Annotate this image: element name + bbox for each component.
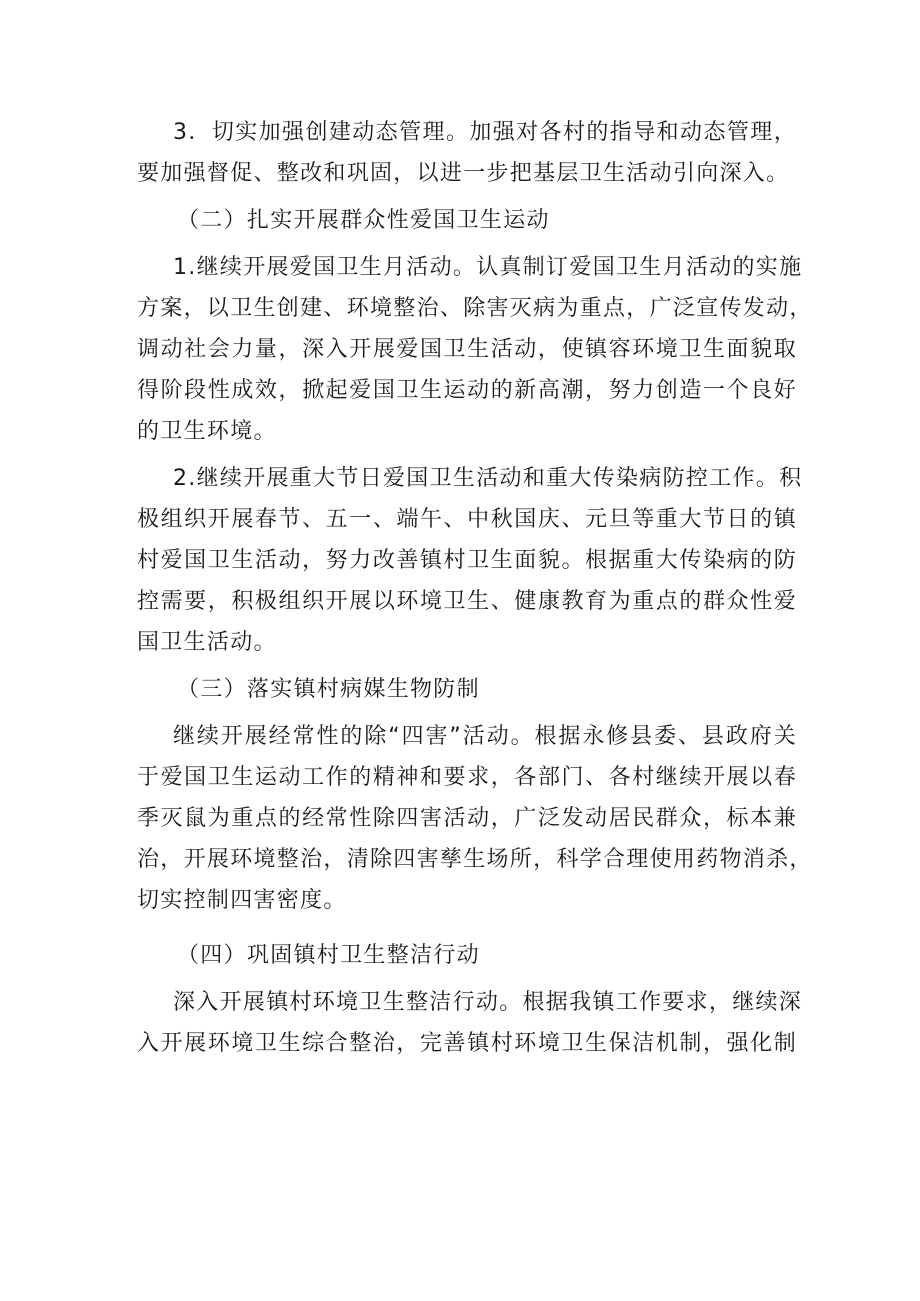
text-line: 治，开展环境整治，清除四害孳生场所，科学合理使用药物消杀， xyxy=(137,847,813,872)
paragraph-4-1 xyxy=(137,982,803,1064)
text-line: 入开展环境卫生综合整治，完善镇村环境卫生保洁机制，强化制 xyxy=(137,1031,797,1056)
text-line: 切实控制四害密度。 xyxy=(137,888,347,913)
text-line: 季灭鼠为重点的经常性除四害活动，广泛发动居民群众，标本兼 xyxy=(137,806,797,831)
text-line: 的卫生环境。 xyxy=(137,419,277,444)
text-line: 2.继续开展重大节日爱国卫生活动和重大传染病防控工作。积 xyxy=(173,466,803,491)
text-line: 得阶段性成效，掀起爱国卫生运动的新高潮，努力创造一个良好 xyxy=(137,378,797,403)
paragraph-2-2 xyxy=(137,458,803,663)
text-line: 于爱国卫生运动工作的精神和要求，各部门、各村继续开展以春 xyxy=(137,765,797,790)
text-line: 村爱国卫生活动，努力改善镇村卫生面貌。根据重大传染病的防 xyxy=(137,548,797,573)
text-line: 3．切实加强创建动态管理。加强对各村的指导和动态管理， xyxy=(173,120,797,145)
text-line: 1.继续开展爱国卫生月活动。认真制订爱国卫生月活动的实施 xyxy=(173,255,803,280)
text-line: 极组织开展春节、五一、端午、中秋国庆、元旦等重大节日的镇 xyxy=(137,507,797,532)
text-line: 控需要，积极组织开展以环境卫生、健康教育为重点的群众性爱 xyxy=(137,589,797,614)
section-heading-2: （二）扎实开展群众性爱国卫生运动 xyxy=(177,208,550,233)
paragraph-2-1 xyxy=(137,247,813,452)
text-line: 继续开展经常性的除“四害”活动。根据永修县委、县政府关 xyxy=(173,724,797,749)
text-line: 国卫生活动。 xyxy=(137,630,277,655)
paragraph-3-1 xyxy=(137,716,813,921)
text-line: 要加强督促、整改和巩固，以进一步把基层卫生活动引向深入。 xyxy=(137,161,790,186)
text-line: 方案，以卫生创建、环境整治、除害灭病为重点，广泛宣传发动， xyxy=(137,296,813,321)
text-line: 深入开展镇村环境卫生整洁行动。根据我镇工作要求，继续深 xyxy=(173,990,803,1015)
paragraph-3 xyxy=(137,112,797,194)
section-heading-3: （三）落实镇村病媒生物防制 xyxy=(177,677,480,702)
section-heading-4: （四）巩固镇村卫生整洁行动 xyxy=(177,943,480,968)
document-body xyxy=(137,112,813,1064)
text-line: 调动社会力量，深入开展爱国卫生活动，使镇容环境卫生面貌取 xyxy=(137,337,797,362)
